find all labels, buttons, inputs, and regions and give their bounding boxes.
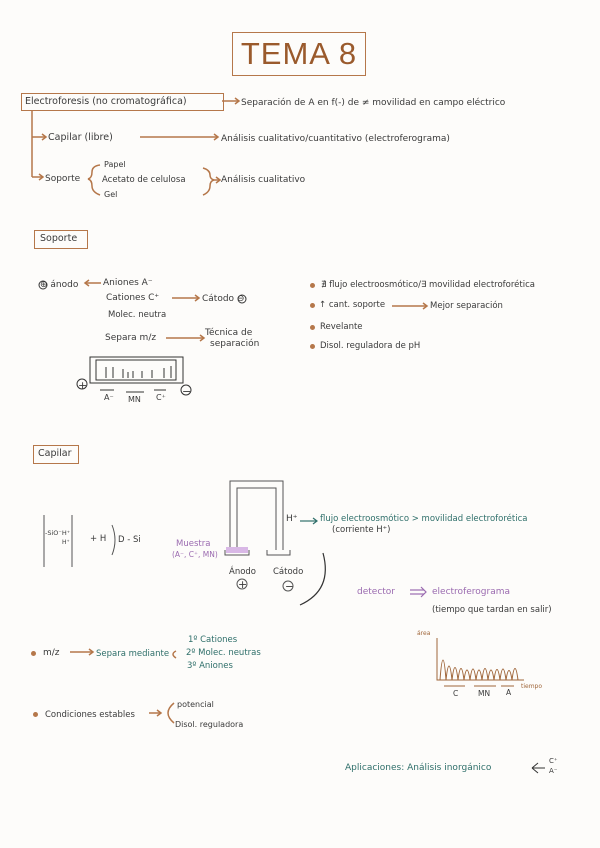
condiciones-label: Condiciones estables [45,710,135,720]
gel-plus: + [78,379,88,392]
corriente-label: (corriente H⁺) [332,525,391,535]
anodo-label: ⊕ ánodo [40,280,79,290]
gel-minus: − [182,385,192,398]
gel-label-aniones: A⁻ [104,393,114,402]
mejor-separacion: Mejor separación [430,301,503,311]
separa-mediante: Separa mediante [96,649,170,659]
capilar-result: Análisis cualitativo/cuantitativo (electroferograma) [221,134,450,144]
cplus-label: C⁺ [549,757,558,765]
catodo-capilar: Cátodo [273,567,304,577]
minus-capilar: − [285,580,295,593]
separacion-label: separación [210,339,260,349]
tecnica-label: Técnica de [205,328,253,338]
electroferograma-label: electroferograma [432,587,510,597]
capilar-branch: Capilar (libre) [48,132,113,143]
peak-label-mn: MN [478,689,491,698]
soporte-item-acetato: Acetato de celulosa [102,175,186,185]
tiempo-label: (tiempo que tardan en salir) [432,605,552,615]
soporte-bullet-4: Disol. reguladora de pH [320,341,421,351]
soporte-item-papel: Papel [104,160,126,169]
soporte-bullet-3: Revelante [320,322,363,332]
area-axis-label: área [417,630,431,637]
soporte-item-gel: Gel [104,190,118,199]
page-title: TEMA 8 [232,32,366,76]
plus-capilar: + [238,578,248,591]
aplicaciones-label: Aplicaciones: Análisis inorgánico [345,763,492,773]
separa-label: Separa m/z [105,333,157,343]
detector-label: detector [357,587,395,597]
d-si-label: D - Si [118,535,141,545]
muestra-sub: (A⁻, C⁺, MN) [172,550,218,559]
soporte-result: Análisis cualitativo [221,175,306,185]
soporte-bullet-1: ∄ flujo electroosmótico/∃ movilidad electroforética [321,280,535,290]
main-concept: Electroforesis (no cromatográfica) [25,96,187,107]
main-result: Separación de A en f(-) de ≠ movilidad en campo eléctrico [241,98,506,108]
catodo-label: Cátodo ⊖ [202,294,245,304]
muestra-label: Muestra [176,539,211,549]
peak-label-c: C [453,689,459,698]
soporte-heading: Soporte [40,233,78,244]
gel-label-mn: MN [128,395,141,404]
potencial-label: potencial [177,700,214,709]
aminus-label: A⁻ [549,767,558,775]
gel-label-cationes: C⁺ [156,393,166,402]
order-1: 1º Cationes [188,635,238,645]
cationes-label: Cationes C⁺ [106,293,160,303]
h-flow-label: H⁺ [286,514,298,524]
flujo-label: flujo electroosmótico > movilidad electroforética [320,514,528,524]
peak-label-a: A [506,688,512,697]
disol-label: Disol. reguladora [175,720,244,729]
soporte-bullet-2: ↑ cant. soporte [319,300,386,310]
capilar-heading: Capilar [38,448,72,459]
anodo-capilar: Ánodo [229,567,256,577]
soporte-branch: Soporte [45,174,81,184]
mz-label: m/z [43,648,60,658]
h-small-label: H⁺ [62,539,70,546]
molec-label: Molec. neutra [108,310,167,320]
tiempo-axis-label: tiempo [521,683,543,690]
aniones-label: Aniones A⁻ [103,278,153,288]
order-2: 2º Molec. neutras [186,648,261,658]
sio-label: -SiO⁻H⁺ [45,529,71,537]
plus-h-label: + H [90,534,107,544]
order-3: 3º Aniones [187,661,233,671]
